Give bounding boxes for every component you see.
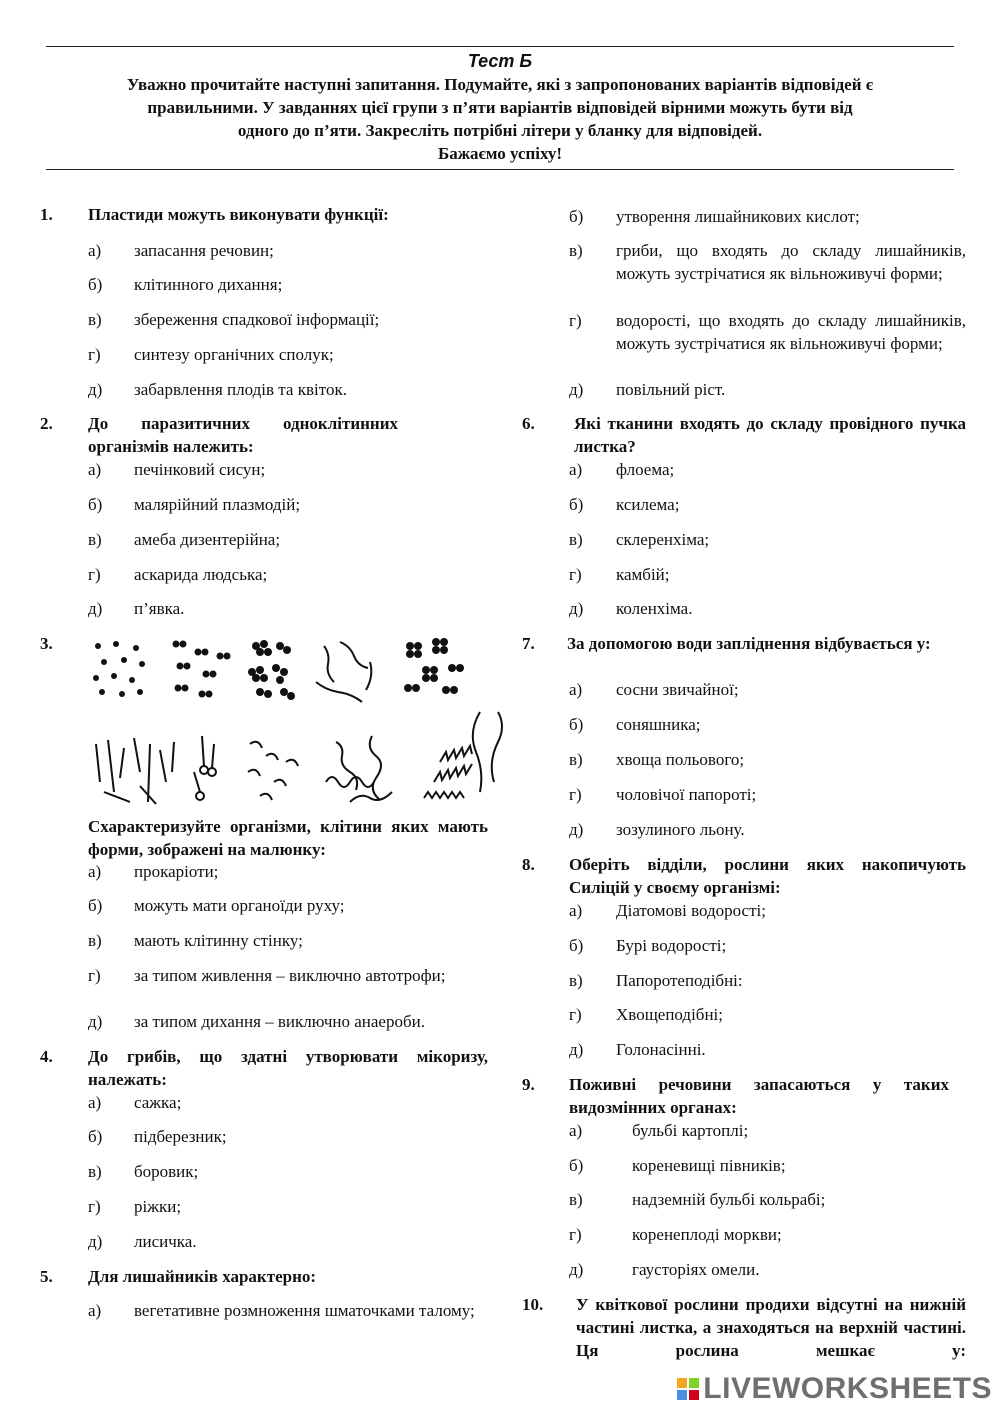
top-rule [46, 46, 954, 47]
question-text: Які тканини входять до складу провідного пучка листка? [574, 414, 966, 456]
option-text: соняшника; [616, 715, 701, 734]
logo-square [689, 1390, 699, 1400]
instructions-line-1: Уважно прочитайте наступні запитання. Подумайте, які з запропонованих варіантів відповідей є [126, 75, 874, 94]
option-letter: в) [88, 530, 102, 549]
option-text: амеба дизентерійна; [134, 530, 281, 549]
option-letter: б) [88, 1127, 103, 1146]
option-text: печінковий сисун; [134, 460, 266, 479]
liveworksheets-logo [677, 1373, 992, 1405]
option-letter: в) [88, 1162, 102, 1181]
option-letter: д) [88, 1232, 103, 1251]
option-letter: г) [88, 565, 101, 584]
option-letter: д) [569, 1260, 584, 1279]
question-number: 7. [522, 634, 535, 653]
bacteria-illustration [90, 632, 510, 812]
question-text: Для лишайників характерно: [88, 1267, 317, 1286]
option-text: вегетативне розмноження шматочками талому; [134, 1301, 475, 1320]
option-letter: а) [569, 901, 583, 920]
question-number: 10. [522, 1295, 544, 1314]
question-text: До паразитичних одноклітинних організмів належить: [88, 414, 398, 456]
question-text: Оберіть відділи, рослини яких накопичують Силіцій у своєму організмі: [569, 855, 966, 897]
option-letter: а) [88, 460, 102, 479]
option-text: прокаріоти; [134, 862, 219, 881]
option-letter: в) [569, 241, 583, 260]
logo-square [677, 1378, 687, 1388]
option-letter: г) [88, 345, 101, 364]
option-text: ксилема; [616, 495, 680, 514]
instructions-line-3: одного до п’яти. Закресліть потрібні літери у бланку для відповідей. [237, 121, 763, 140]
option-text: за типом дихання – виключно анаероби. [134, 1012, 425, 1031]
instructions-line-2: правильними. У завданнях цієї групи з п’яти варіантів відповідей вірними можуть бути від [147, 98, 853, 117]
bottom-rule [46, 169, 954, 170]
option-text: Діатомові водорості; [616, 901, 766, 920]
option-letter: в) [569, 1190, 583, 1209]
option-text: боровик; [134, 1162, 199, 1181]
option-text: бульбі картоплі; [632, 1121, 749, 1140]
option-letter: г) [88, 1197, 101, 1216]
option-letter: г) [569, 785, 582, 804]
option-text: підберезник; [134, 1127, 227, 1146]
good-luck-line: Бажаємо успіху! [437, 144, 563, 163]
option-text: збереження спадкової інформації; [134, 310, 380, 329]
option-letter: в) [569, 530, 583, 549]
question-text: Схарактеризуйте організми, клітини яких мають форми, зображені на малюнку: [88, 817, 488, 859]
question-text: За допомогою води запліднення відбувається у: [567, 634, 931, 653]
option-text: синтезу органічних сполук; [134, 345, 334, 364]
option-text: ріжки; [134, 1197, 182, 1216]
option-text: малярійний плазмодій; [134, 495, 301, 514]
option-text: коренеплоді моркви; [632, 1225, 782, 1244]
option-letter: в) [569, 750, 583, 769]
option-text: флоема; [616, 460, 675, 479]
option-text: клітинного дихання; [134, 275, 283, 294]
option-letter: а) [88, 1301, 102, 1320]
option-letter: б) [88, 275, 103, 294]
option-text: Папоротеподібні: [616, 971, 743, 990]
option-text: гриби, що входять до складу лишайників, можуть зустрічатися як вільноживучі форми; [616, 241, 966, 283]
option-text: Бурі водорості; [616, 936, 727, 955]
option-letter: г) [569, 311, 582, 330]
logo-mark-icon [677, 1378, 699, 1400]
option-text: запасання речовин; [134, 241, 274, 260]
option-letter: д) [88, 380, 103, 399]
option-letter: д) [569, 820, 584, 839]
option-letter: д) [88, 599, 103, 618]
question-number: 3. [40, 634, 53, 653]
option-text: повільний ріст. [616, 380, 726, 399]
option-letter: б) [569, 715, 584, 734]
option-letter: г) [569, 565, 582, 584]
instructions-header [46, 50, 954, 165]
option-letter: в) [569, 971, 583, 990]
option-letter: д) [88, 1012, 103, 1031]
option-text: Голонасінні. [616, 1040, 706, 1059]
option-text: мають клітинну стінку; [134, 931, 303, 950]
test-title: Тест Б [467, 51, 533, 71]
option-text: кореневищі півників; [632, 1156, 786, 1175]
option-letter: а) [88, 862, 102, 881]
question-number: 9. [522, 1075, 535, 1094]
option-text: зозулиного льону. [616, 820, 745, 839]
question-text: Поживні речовини запасаються у таких видозмінних органах: [569, 1075, 949, 1117]
logo-text: LIVEWORKSHEETS [703, 1372, 992, 1405]
option-letter: г) [569, 1005, 582, 1024]
question-number: 6. [522, 414, 535, 433]
logo-square [677, 1390, 687, 1400]
option-letter: б) [569, 495, 584, 514]
option-text: Хвощеподібні; [616, 1005, 723, 1024]
option-text: чоловічої папороті; [616, 785, 757, 804]
question-text: До грибів, що здатні утворювати мікоризу, належать: [88, 1047, 488, 1089]
option-letter: а) [88, 1093, 102, 1112]
option-letter: б) [569, 207, 584, 226]
logo-square [689, 1378, 699, 1388]
option-letter: г) [88, 966, 101, 985]
option-text: камбій; [616, 565, 670, 584]
option-text: склеренхіма; [616, 530, 710, 549]
option-letter: д) [569, 1040, 584, 1059]
option-letter: д) [569, 380, 584, 399]
question-number: 2. [40, 414, 53, 433]
option-text: сосни звичайної; [616, 680, 739, 699]
option-letter: а) [569, 460, 583, 479]
option-letter: в) [88, 931, 102, 950]
option-letter: б) [88, 495, 103, 514]
option-text: коленхіма. [616, 599, 693, 618]
option-text: п’явка. [134, 599, 185, 618]
question-number: 5. [40, 1267, 53, 1286]
option-text: забарвлення плодів та квіток. [134, 380, 347, 399]
option-letter: д) [569, 599, 584, 618]
option-letter: б) [569, 936, 584, 955]
option-text: аскарида людська; [134, 565, 268, 584]
option-text: лисичка. [134, 1232, 197, 1251]
question-text: Пластиди можуть виконувати функції: [88, 205, 389, 224]
option-text: сажка; [134, 1093, 182, 1112]
option-text: водорості, що входять до складу лишайників, можуть зустрічатися як вільноживучі форми; [616, 311, 966, 353]
option-text: надземній бульбі кольрабі; [632, 1190, 826, 1209]
option-letter: в) [88, 310, 102, 329]
question-number: 4. [40, 1047, 53, 1066]
option-letter: б) [569, 1156, 584, 1175]
option-text: гаусторіях омели. [632, 1260, 760, 1279]
option-letter: а) [569, 680, 583, 699]
option-letter: б) [88, 896, 103, 915]
option-text: за типом живлення – виключно автотрофи; [134, 966, 446, 985]
option-text: хвоща польового; [616, 750, 745, 769]
option-text: можуть мати органоїди руху; [134, 896, 345, 915]
option-letter: г) [569, 1225, 582, 1244]
option-letter: а) [88, 241, 102, 260]
option-text: утворення лишайникових кислот; [616, 207, 860, 226]
option-letter: а) [569, 1121, 583, 1140]
question-number: 1. [40, 205, 53, 224]
question-number: 8. [522, 855, 535, 874]
question-text: У квіткової рослини продихи відсутні на нижній частині листка, а знаходяться на верхній частині. Ця рослина мешкає у: [576, 1295, 966, 1360]
